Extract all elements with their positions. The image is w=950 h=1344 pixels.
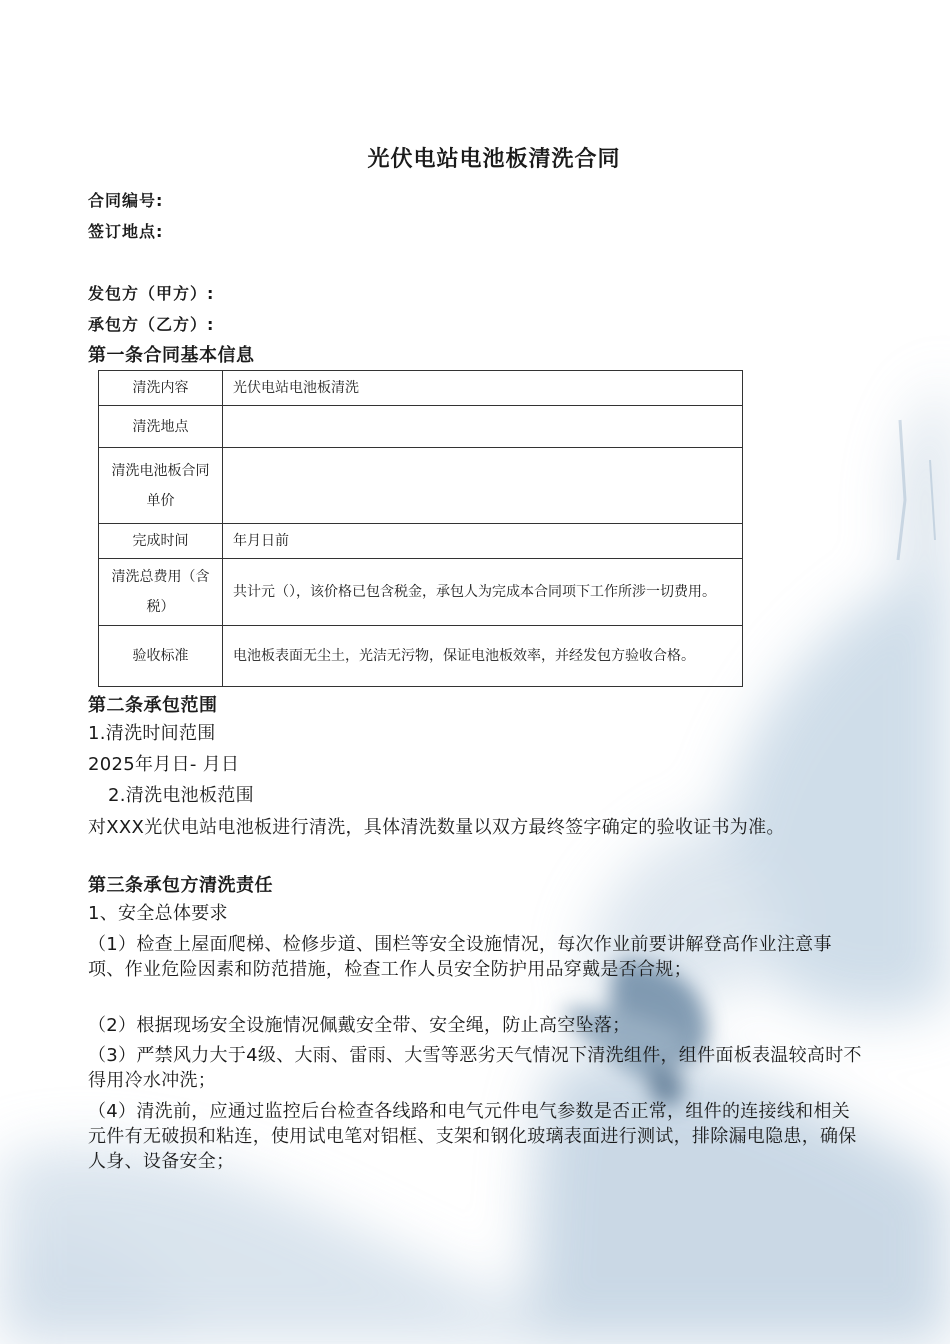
row-value <box>223 448 743 524</box>
row-value <box>223 406 743 448</box>
row-label: 清洗地点 <box>99 406 223 448</box>
time-range-label: 1.清洗时间范围 <box>88 723 216 744</box>
table-row <box>99 524 743 559</box>
party-b-label: 承包方（乙方）: <box>88 315 215 334</box>
sign-place-label: 签订地点: <box>88 222 164 241</box>
document-title: 光伏电站电池板清洗合同 <box>367 147 621 172</box>
table-row <box>99 406 743 448</box>
panel-range-label: 2.清洗电池板范围 <box>108 785 254 806</box>
row-label: 验收标准 <box>99 626 223 687</box>
row-label: 清洗内容 <box>99 371 223 406</box>
row-value: 光伏电站电池板清洗 <box>223 371 743 406</box>
safety-item-3: （3）严禁风力大于4级、大雨、雷雨、大雪等恶劣天气情况下清洗组件，组件面板表温较高时不得用冷水冲洗； <box>88 1045 862 1091</box>
contract-number-label: 合同编号: <box>88 191 164 210</box>
panel-range-text: 对XXX光伏电站电池板进行清洗，具体清洗数量以双方最终签字确定的验收证书为准。 <box>88 817 785 838</box>
contract-info-table <box>98 370 743 687</box>
article2-heading: 第二条承包范围 <box>88 695 218 716</box>
row-value: 共计元（），该价格已包含税金，承包人为完成本合同项下工作所涉一切费用。 <box>223 559 743 626</box>
table-row <box>99 559 743 626</box>
party-a-label: 发包方（甲方）: <box>88 284 215 303</box>
safety-item-2: （2）根据现场安全设施情况佩戴安全带、安全绳，防止高空坠落； <box>88 1015 631 1036</box>
table-row <box>99 626 743 687</box>
safety-requirements-label: 1、安全总体要求 <box>88 903 228 924</box>
table-row <box>99 448 743 524</box>
table-row <box>99 371 743 406</box>
article3-heading: 第三条承包方清洗责任 <box>88 875 273 896</box>
row-label: 清洗电池板合同单价 <box>99 448 223 524</box>
safety-item-1: （1）检查上屋面爬梯、检修步道、围栏等安全设施情况，每次作业前要讲解登高作业注意事项、作业危险因素和防范措施，检查工作人员安全防护用品穿戴是否合规； <box>88 934 832 980</box>
row-value: 年月日前 <box>223 524 743 559</box>
row-label: 完成时间 <box>99 524 223 559</box>
row-label: 清洗总费用（含税） <box>99 559 223 626</box>
safety-item-4: （4）清洗前，应通过监控后台检查各线路和电气元件电气参数是否正常，组件的连接线和相关元件有无破损和粘连，使用试电笔对铝框、支架和钢化玻璃表面进行测试，排除漏电隐患，确保人身、设备安全； <box>88 1101 857 1172</box>
row-value: 电池板表面无尘土，光洁无污物，保证电池板效率，并经发包方验收合格。 <box>223 626 743 687</box>
time-range-value: 2025年月日- 月日 <box>88 754 240 775</box>
article1-heading: 第一条合同基本信息 <box>88 345 255 366</box>
